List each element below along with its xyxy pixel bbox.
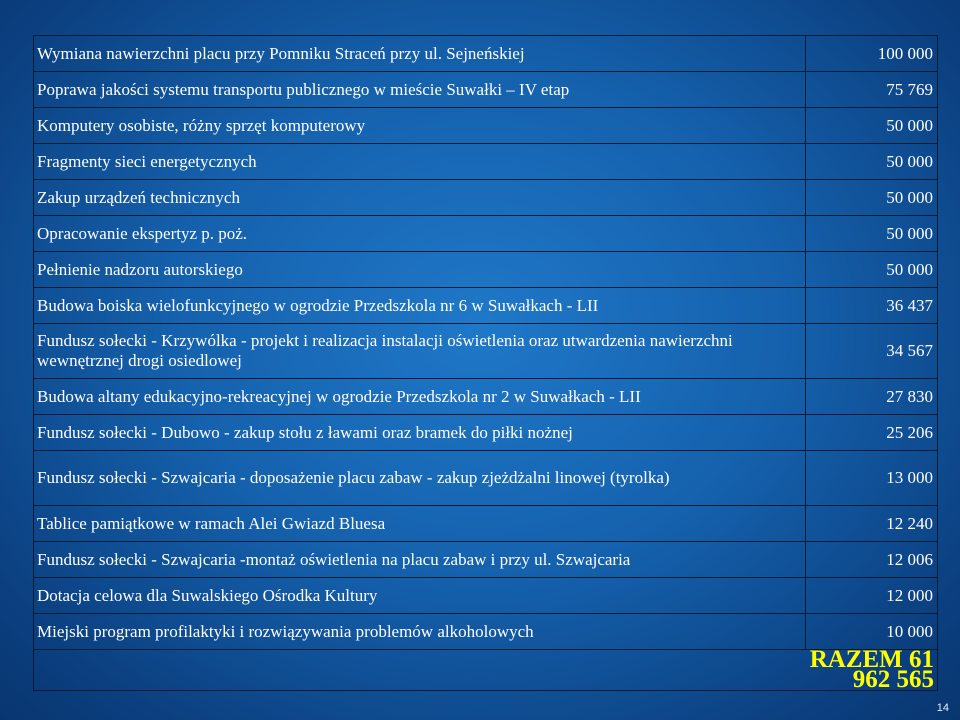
row-amount: 25 206 xyxy=(806,415,938,451)
table-row xyxy=(34,144,938,180)
table-row xyxy=(34,36,938,72)
row-description: Dotacja celowa dla Suwalskiego Ośrodka Kultury xyxy=(34,578,806,614)
total-row xyxy=(34,650,938,691)
table-row xyxy=(34,72,938,108)
row-description: Fundusz sołecki - Szwajcaria -montaż oświetlenia na placu zabaw i przy ul. Szwajcaria xyxy=(34,542,806,578)
row-description: Fundusz sołecki - Szwajcaria - doposażenie placu zabaw - zakup zjeżdżalni linowej (tyrolka) xyxy=(34,451,806,506)
row-amount: 50 000 xyxy=(806,216,938,252)
table-row xyxy=(34,288,938,324)
table-row xyxy=(34,379,938,415)
row-amount: 50 000 xyxy=(806,180,938,216)
total-amount: 61 962 565 xyxy=(852,646,934,693)
row-amount: 13 000 xyxy=(806,451,938,506)
row-description: Budowa altany edukacyjno-rekreacyjnej w ogrodzie Przedszkola nr 2 w Suwałkach - LII xyxy=(34,379,806,415)
budget-table xyxy=(33,35,938,691)
row-description: Wymiana nawierzchni placu przy Pomniku Straceń przy ul. Sejneńskiej xyxy=(34,36,806,72)
total-cell xyxy=(806,646,938,693)
row-amount: 12 240 xyxy=(806,506,938,542)
row-amount: 100 000 xyxy=(806,36,938,72)
row-description: Fragmenty sieci energetycznych xyxy=(34,144,806,180)
row-amount: 36 437 xyxy=(806,288,938,324)
row-amount: 34 567 xyxy=(806,324,938,379)
row-description: Poprawa jakości systemu transportu publicznego w mieście Suwałki – IV etap xyxy=(34,72,806,108)
row-description: Budowa boiska wielofunkcyjnego w ogrodzie Przedszkola nr 6 w Suwałkach - LII xyxy=(34,288,806,324)
total-spacer xyxy=(34,650,806,691)
row-amount: 50 000 xyxy=(806,108,938,144)
table-row xyxy=(34,252,938,288)
row-description: Zakup urządzeń technicznych xyxy=(34,180,806,216)
table-row xyxy=(34,108,938,144)
table-row xyxy=(34,451,938,506)
row-amount: 27 830 xyxy=(806,379,938,415)
row-description: Fundusz sołecki - Dubowo - zakup stołu z ławami oraz bramek do piłki nożnej xyxy=(34,415,806,451)
row-amount: 75 769 xyxy=(806,72,938,108)
table-row xyxy=(34,506,938,542)
total-label: RAZEM xyxy=(809,646,903,673)
table-row xyxy=(34,324,938,379)
page-number: 14 xyxy=(936,702,949,714)
row-amount: 50 000 xyxy=(806,252,938,288)
row-amount: 10 000 xyxy=(806,614,938,650)
row-amount: 12 000 xyxy=(806,578,938,614)
table-row xyxy=(34,578,938,614)
row-amount: 50 000 xyxy=(806,144,938,180)
row-amount: 12 006 xyxy=(806,542,938,578)
row-description: Opracowanie ekspertyz p. poż. xyxy=(34,216,806,252)
row-description: Tablice pamiątkowe w ramach Alei Gwiazd Bluesa xyxy=(34,506,806,542)
table-row xyxy=(34,542,938,578)
row-description: Miejski program profilaktyki i rozwiązywania problemów alkoholowych xyxy=(34,614,806,650)
table-row xyxy=(34,614,938,650)
table-row xyxy=(34,180,938,216)
table-row xyxy=(34,415,938,451)
row-description: Komputery osobiste, różny sprzęt komputerowy xyxy=(34,108,806,144)
table-row xyxy=(34,216,938,252)
row-description: Fundusz sołecki - Krzywólka - projekt i realizacja instalacji oświetlenia oraz utwardzenia nawierzchni wewnętrznej drogi osiedlowej xyxy=(34,324,806,379)
row-description: Pełnienie nadzoru autorskiego xyxy=(34,252,806,288)
